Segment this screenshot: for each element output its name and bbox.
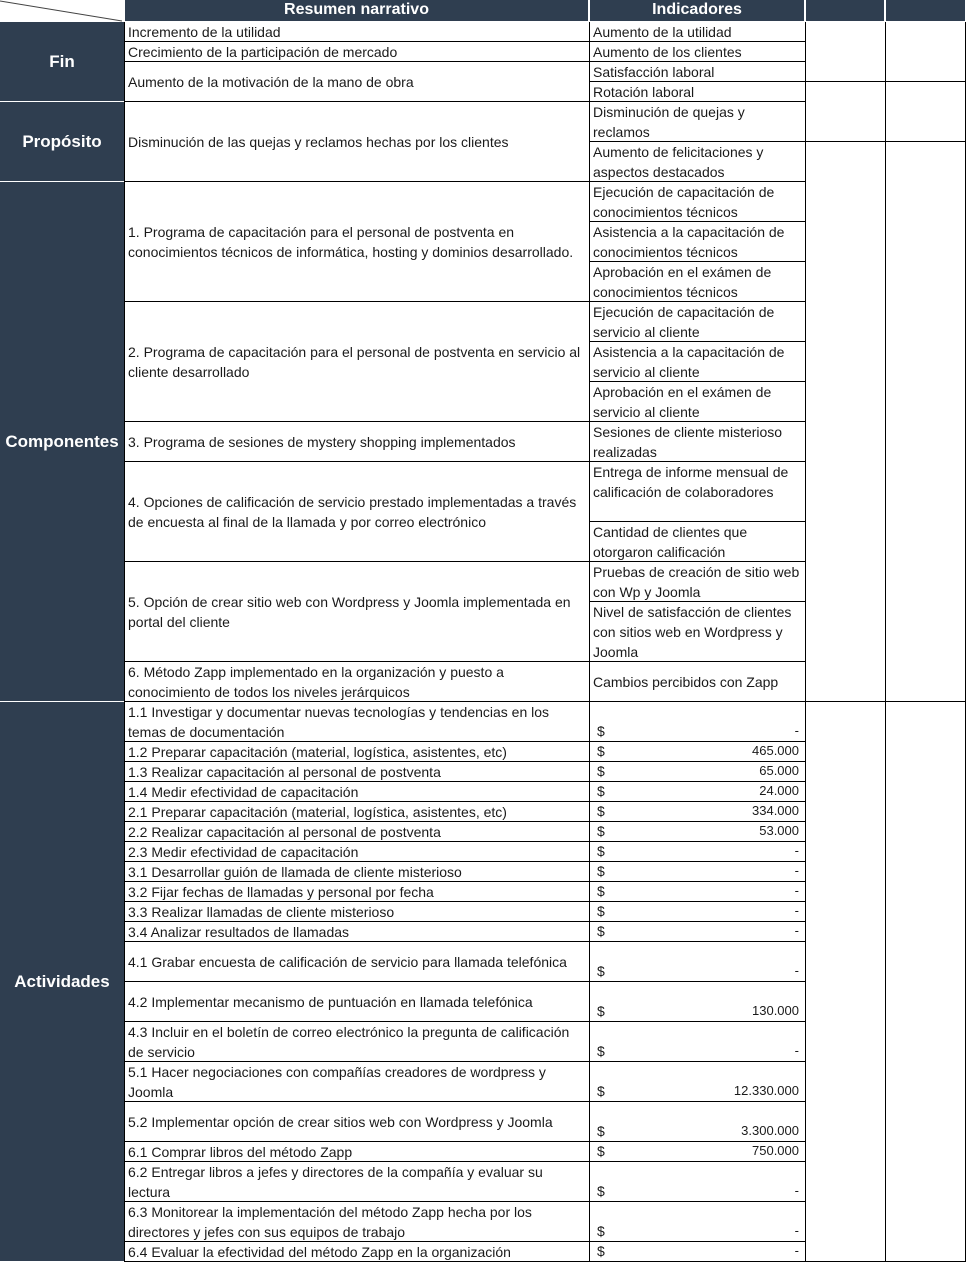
indicator-cell: Aprobación en el exámen de servicio al cliente [589, 382, 805, 422]
currency-symbol: $ [597, 1083, 605, 1099]
narrative-cell [124, 182, 589, 302]
amount-value: - [794, 1243, 799, 1258]
amount-value: - [794, 863, 799, 878]
narrative-cell [124, 822, 589, 842]
amount-cell [589, 862, 805, 882]
empty-cell [885, 702, 966, 1262]
header-extra-2 [885, 0, 966, 22]
amount-value: 53.000 [759, 823, 799, 838]
amount-cell [589, 1102, 805, 1142]
amount-cell [589, 942, 805, 982]
narrative-cell [124, 42, 589, 62]
indicator-cell: Cambios percibidos con Zapp [589, 662, 805, 702]
empty-cell [805, 22, 885, 82]
indicator-cell: Pruebas de creación de sitio web con Wp y Joomla [589, 562, 805, 602]
narrative-text: 2. Programa de capacitación para el personal de postventa en servicio al cliente desarrollado [128, 343, 581, 380]
amount-cell [589, 762, 805, 782]
narrative-cell [124, 422, 589, 462]
narrative-text: 1.3 Realizar capacitación al personal de postventa [128, 763, 441, 780]
narrative-cell [124, 922, 589, 942]
narrative-text: 2.2 Realizar capacitación al personal de postventa [128, 823, 441, 840]
narrative-text: 1.4 Medir efectividad de capacitación [128, 783, 359, 800]
narrative-cell [124, 22, 589, 42]
amount-value: - [794, 903, 799, 918]
amount-value: 3.300.000 [741, 1123, 799, 1138]
narrative-text: 4. Opciones de calificación de servicio prestado implementadas a través de encuesta al final de la llamada y por correo electrónico [128, 493, 577, 530]
narrative-text: 6.3 Monitorear la implementación del método Zapp hecha por los directores y jefes con sus equipos de trabajo [128, 1203, 532, 1240]
narrative-cell [124, 102, 589, 182]
amount-value: - [794, 1183, 799, 1198]
amount-cell [589, 1062, 805, 1102]
section-label-proposito: Propósito [0, 102, 124, 182]
narrative-cell [124, 1142, 589, 1162]
narrative-text: 5.1 Hacer negociaciones con compañías creadores de wordpress y Joomla [128, 1063, 546, 1100]
empty-cell [885, 142, 966, 702]
empty-cell [885, 22, 966, 82]
amount-cell [589, 782, 805, 802]
narrative-cell [124, 742, 589, 762]
amount-cell [589, 902, 805, 922]
narrative-cell [124, 842, 589, 862]
narrative-cell [124, 662, 589, 702]
narrative-text: Disminución de las quejas y reclamos hechas por los clientes [128, 133, 509, 150]
currency-symbol: $ [597, 883, 605, 899]
amount-value: 334.000 [752, 803, 799, 818]
narrative-cell [124, 882, 589, 902]
narrative-cell [124, 902, 589, 922]
narrative-cell [124, 1242, 589, 1262]
narrative-text: 3.1 Desarrollar guión de llamada de cliente misterioso [128, 863, 462, 880]
indicator-cell: Aumento de la utilidad [589, 22, 805, 42]
indicator-cell: Rotación laboral [589, 82, 805, 102]
indicator-cell: Aumento de felicitaciones y aspectos destacados [589, 142, 805, 182]
narrative-text: 3.2 Fijar fechas de llamadas y personal por fecha [128, 883, 434, 900]
currency-symbol: $ [597, 743, 605, 759]
narrative-cell [124, 1202, 589, 1242]
empty-cell [805, 142, 885, 702]
currency-symbol: $ [597, 763, 605, 779]
empty-cell [805, 82, 885, 142]
corner-diagonal-line [0, 0, 124, 22]
indicator-cell: Nivel de satisfacción de clientes con sitios web en Wordpress y Joomla [589, 602, 805, 662]
narrative-cell [124, 982, 589, 1022]
narrative-cell [124, 1162, 589, 1202]
indicator-cell: Ejecución de capacitación de servicio al cliente [589, 302, 805, 342]
amount-cell [589, 702, 805, 742]
narrative-cell [124, 1022, 589, 1062]
narrative-cell [124, 942, 589, 982]
narrative-text: 4.3 Incluir en el boletín de correo electrónico la pregunta de calificación de servicio [128, 1023, 570, 1060]
currency-symbol: $ [597, 1043, 605, 1059]
currency-symbol: $ [597, 1183, 605, 1199]
narrative-text: 1. Programa de capacitación para el personal de postventa en conocimientos técnicos de informática, hosting y dominios desarrollado. [128, 223, 574, 260]
narrative-cell [124, 782, 589, 802]
indicator-cell: Entrega de informe mensual de calificación de colaboradores [589, 462, 805, 522]
narrative-cell [124, 862, 589, 882]
narrative-text: 6.4 Evaluar la efectividad del método Zapp en la organización [128, 1243, 511, 1260]
amount-cell [589, 1162, 805, 1202]
header-narrative: Resumen narrativo [124, 0, 589, 22]
indicator-cell: Aprobación en el exámen de conocimientos técnicos [589, 262, 805, 302]
narrative-text: 1.1 Investigar y documentar nuevas tecnologías y tendencias en los temas de documentación [128, 703, 550, 740]
amount-value: 65.000 [759, 763, 799, 778]
currency-symbol: $ [597, 1003, 605, 1019]
currency-symbol: $ [597, 843, 605, 859]
narrative-text: 4.1 Grabar encuesta de calificación de servicio para llamada telefónica [128, 953, 567, 970]
currency-symbol: $ [597, 903, 605, 919]
amount-cell [589, 922, 805, 942]
amount-cell [589, 982, 805, 1022]
narrative-cell [124, 462, 589, 562]
amount-value: - [794, 723, 799, 738]
narrative-text: 3.4 Analizar resultados de llamadas [128, 923, 350, 940]
narrative-text: 6.2 Entregar libros a jefes y directores de la compañía y evaluar su lectura [128, 1163, 543, 1200]
currency-symbol: $ [597, 923, 605, 939]
amount-value: 130.000 [752, 1003, 799, 1018]
header-extra-1 [805, 0, 885, 22]
amount-value: 24.000 [759, 783, 799, 798]
amount-value: - [794, 923, 799, 938]
narrative-text: 5.2 Implementar opción de crear sitios web con Wordpress y Joomla [128, 1113, 553, 1130]
section-label-componentes: Componentes [0, 182, 124, 702]
narrative-text: 5. Opción de crear sitio web con Wordpress y Joomla implementada en portal del cliente [128, 593, 571, 630]
narrative-text: 6.1 Comprar libros del método Zapp [128, 1143, 353, 1160]
indicator-cell: Satisfacción laboral [589, 62, 805, 82]
narrative-text: 3. Programa de sesiones de mystery shopping implementados [128, 433, 516, 450]
amount-value: - [794, 883, 799, 898]
amount-value: - [794, 1043, 799, 1058]
narrative-cell [124, 62, 589, 102]
amount-cell [589, 1142, 805, 1162]
currency-symbol: $ [597, 783, 605, 799]
currency-symbol: $ [597, 1123, 605, 1139]
narrative-cell [124, 702, 589, 742]
narrative-text: Aumento de la motivación de la mano de obra [128, 73, 414, 90]
indicator-cell: Ejecución de capacitación de conocimientos técnicos [589, 182, 805, 222]
currency-symbol: $ [597, 863, 605, 879]
amount-cell [589, 802, 805, 822]
amount-cell [589, 1022, 805, 1062]
amount-value: - [794, 843, 799, 858]
amount-value: 465.000 [752, 743, 799, 758]
amount-value: 12.330.000 [733, 1083, 799, 1098]
amount-cell [589, 842, 805, 862]
amount-cell [589, 1202, 805, 1242]
narrative-cell [124, 1062, 589, 1102]
currency-symbol: $ [597, 803, 605, 819]
narrative-cell [124, 762, 589, 782]
amount-value: 750.000 [752, 1143, 799, 1158]
amount-cell [589, 742, 805, 762]
currency-symbol: $ [597, 1143, 605, 1159]
narrative-text: 2.1 Preparar capacitación (material, logística, asistentes, etc) [128, 803, 507, 820]
amount-cell [589, 822, 805, 842]
section-label-actividades: Actividades [0, 702, 124, 1262]
narrative-text: Incremento de la utilidad [128, 23, 281, 40]
empty-cell [885, 82, 966, 142]
empty-cell [805, 702, 885, 1262]
currency-symbol: $ [597, 723, 605, 739]
narrative-text: 3.3 Realizar llamadas de cliente misterioso [128, 903, 395, 920]
indicator-cell: Sesiones de cliente misterioso realizadas [589, 422, 805, 462]
narrative-cell [124, 562, 589, 662]
narrative-cell [124, 802, 589, 822]
narrative-text: 2.3 Medir efectividad de capacitación [128, 843, 359, 860]
indicator-cell: Aumento de los clientes [589, 42, 805, 62]
indicator-cell: Cantidad de clientes que otorgaron calificación [589, 522, 805, 562]
currency-symbol: $ [597, 1243, 605, 1259]
narrative-text: 4.2 Implementar mecanismo de puntuación en llamada telefónica [128, 993, 533, 1010]
header-indicators: Indicadores [589, 0, 805, 22]
narrative-cell [124, 302, 589, 422]
indicator-cell: Asistencia a la capacitación de servicio al cliente [589, 342, 805, 382]
currency-symbol: $ [597, 823, 605, 839]
currency-symbol: $ [597, 1223, 605, 1239]
narrative-text: 1.2 Preparar capacitación (material, logística, asistentes, etc) [128, 743, 507, 760]
amount-cell [589, 1242, 805, 1262]
indicator-cell: Disminución de quejas y reclamos [589, 102, 805, 142]
narrative-cell [124, 1102, 589, 1142]
narrative-text: 6. Método Zapp implementado en la organización y puesto a conocimiento de todos los niveles jerárquicos [128, 663, 504, 700]
amount-value: - [794, 1223, 799, 1238]
currency-symbol: $ [597, 963, 605, 979]
narrative-text: Crecimiento de la participación de mercado [128, 43, 398, 60]
indicator-cell: Asistencia a la capacitación de conocimientos técnicos [589, 222, 805, 262]
amount-value: - [794, 963, 799, 978]
section-label-fin: Fin [0, 22, 124, 102]
amount-cell [589, 882, 805, 902]
